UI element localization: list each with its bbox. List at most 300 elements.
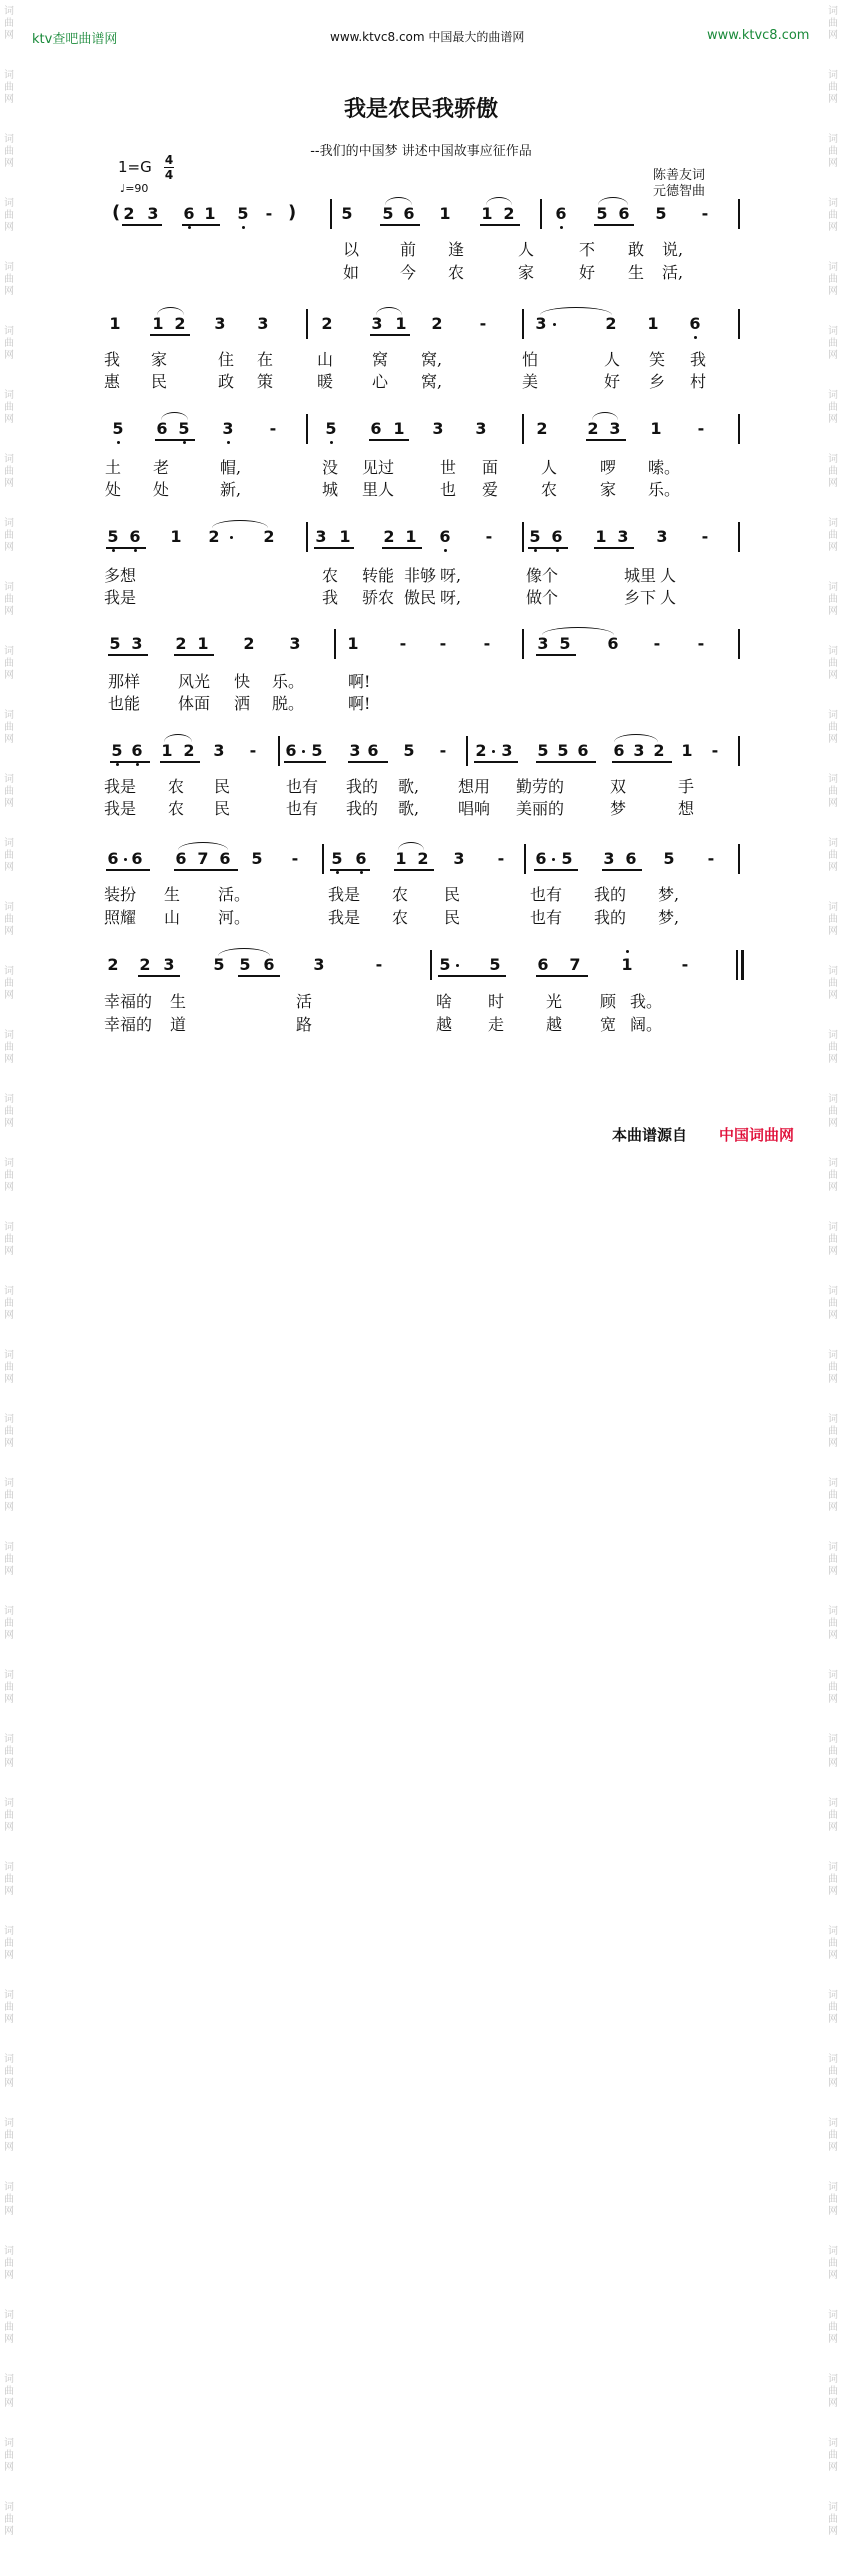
score-note: 1 <box>347 634 359 653</box>
score-note: 3 <box>371 314 383 333</box>
score-note: 2 <box>587 419 599 438</box>
score-note: 6 <box>689 314 701 333</box>
watermark-text: 词曲网 <box>828 2054 838 2089</box>
watermark-text: 词曲网 <box>4 390 14 425</box>
lyric-syllable: 人 <box>660 566 677 585</box>
lyric-syllable: 傲 <box>404 588 421 607</box>
lyric-syllable: 乐。 <box>272 672 305 691</box>
score-note: 5 <box>237 204 249 223</box>
lyric-syllable: 也有 <box>286 777 319 796</box>
watermark-text: 词曲网 <box>828 966 838 1001</box>
lyric-syllable: 我是 <box>328 885 361 904</box>
lyric-syllable: 宽 <box>600 1015 617 1034</box>
score-note: 5 <box>311 741 323 760</box>
lyric-syllable: 人 <box>660 588 677 607</box>
tie-arc <box>376 307 402 315</box>
score-note: 6 <box>555 204 567 223</box>
lyric-syllable: 嗦。 <box>648 458 681 477</box>
lyric-syllable: 洒 <box>234 694 251 713</box>
beam-underline <box>150 334 190 336</box>
lyric-syllable: 农 <box>392 885 409 904</box>
beam-underline <box>536 975 588 977</box>
watermark-text: 词曲网 <box>4 2502 14 2537</box>
score-note: 5 <box>178 419 190 438</box>
lyric-syllable: 城里 <box>624 566 657 585</box>
score-note: 6 <box>535 849 547 868</box>
lyric-syllable: 没 <box>322 458 339 477</box>
score-note: 5 <box>112 419 124 438</box>
score-note: 3 <box>313 955 325 974</box>
lyric-syllable: 唱响 <box>458 799 491 818</box>
lyric-syllable: 呀, <box>440 588 462 607</box>
octave-dot-low <box>534 549 537 552</box>
score-note: 6 <box>625 849 637 868</box>
bar-line <box>322 844 324 874</box>
lyric-syllable: 也有 <box>286 799 319 818</box>
bar-line <box>334 629 336 659</box>
watermark-text: 词曲网 <box>4 1478 14 1513</box>
score-note: 6 <box>219 849 231 868</box>
watermark-text: 词曲网 <box>4 966 14 1001</box>
lyric-syllable: 也有 <box>530 908 563 927</box>
lyric-syllable: 我是 <box>104 777 137 796</box>
lyric-syllable: 我的 <box>346 799 379 818</box>
lyric-syllable: 光 <box>546 992 563 1011</box>
watermark-text: 词曲网 <box>828 1542 838 1577</box>
score-note: 3 <box>257 314 269 333</box>
score-note: 2 <box>208 527 220 546</box>
score-note: 6 <box>607 634 619 653</box>
score-note: 6 <box>370 419 382 438</box>
score-dash: - <box>439 634 447 653</box>
watermark-text: 词曲网 <box>828 710 838 745</box>
lyric-syllable: 见过 <box>362 458 395 477</box>
score-note: 6 <box>618 204 630 223</box>
watermark-text: 词曲网 <box>4 6 14 41</box>
lyric-syllable: 啊! <box>348 694 371 713</box>
lyric-syllable: 风光 <box>178 672 211 691</box>
bar-line <box>738 309 740 339</box>
lyric-syllable: 也能 <box>108 694 141 713</box>
score-dash: - <box>265 204 273 223</box>
lyric-syllable: 政 <box>218 372 235 391</box>
lyric-syllable: 老 <box>153 458 170 477</box>
tie-arc <box>178 842 228 850</box>
beam-underline <box>182 224 220 226</box>
score-dash: - <box>697 634 705 653</box>
watermark-text: 词曲网 <box>828 1670 838 1705</box>
augmentation-dot <box>553 323 556 326</box>
tie-arc <box>486 197 512 205</box>
score-note: 5 <box>341 204 353 223</box>
score-note: 3 <box>537 634 549 653</box>
beam-underline <box>174 869 238 871</box>
watermark-text: 词曲网 <box>828 518 838 553</box>
footer-brand-link[interactable]: 中国词曲网 <box>719 1126 795 1144</box>
score-dash: - <box>701 204 709 223</box>
lyric-syllable: 越 <box>546 1015 563 1034</box>
lyric-syllable: 前 <box>400 240 417 259</box>
octave-dot-low <box>330 441 333 444</box>
lyric-syllable: 窝, <box>421 372 443 391</box>
tie-arc <box>385 197 412 205</box>
augmentation-dot <box>492 750 495 753</box>
score-dash: - <box>483 634 491 653</box>
bar-line <box>540 199 542 229</box>
score-note: 3 <box>315 527 327 546</box>
lyric-syllable: 民 <box>151 372 168 391</box>
lyric-syllable: 土 <box>105 458 122 477</box>
score-dash: - <box>653 634 661 653</box>
watermark-text: 词曲网 <box>828 326 838 361</box>
beam-underline <box>536 761 596 763</box>
lyric-syllable: 幸福的 <box>104 992 153 1011</box>
bar-line <box>738 629 740 659</box>
lyric-syllable: 我 <box>104 350 121 369</box>
lyric-syllable: 农 <box>168 799 185 818</box>
lyric-syllable: 家 <box>151 350 168 369</box>
score-note: 3 <box>603 849 615 868</box>
lyric-syllable: 在 <box>257 350 274 369</box>
score-note: 6 <box>613 741 625 760</box>
watermark-text: 词曲网 <box>828 2118 838 2153</box>
score-dash: - <box>269 419 277 438</box>
score-note: 6 <box>129 527 141 546</box>
score-note: 6 <box>175 849 187 868</box>
octave-dot-low <box>560 226 563 229</box>
lyric-syllable: 快 <box>234 672 251 691</box>
score-dash: - <box>701 527 709 546</box>
watermark-text: 词曲网 <box>4 1926 14 1961</box>
tie-arc <box>542 627 614 635</box>
augmentation-dot <box>230 536 233 539</box>
beam-underline <box>370 334 410 336</box>
watermark-text: 词曲网 <box>4 902 14 937</box>
score-note: 1 <box>439 204 451 223</box>
lyric-syllable: 农 <box>322 566 339 585</box>
octave-dot-high <box>626 950 629 953</box>
score-note: 2 <box>107 955 119 974</box>
score-note: 2 <box>243 634 255 653</box>
lyric-syllable: 活。 <box>218 885 251 904</box>
lyric-syllable: 人 <box>604 350 621 369</box>
watermark-text: 词曲网 <box>828 582 838 617</box>
lyric-syllable: 民 <box>420 588 437 607</box>
score-note: 6 <box>131 849 143 868</box>
lyric-syllable: 家 <box>600 480 617 499</box>
lyric-syllable: 乡下 <box>624 588 657 607</box>
score-note: 2 <box>536 419 548 438</box>
watermark-text: 词曲网 <box>4 518 14 553</box>
watermark-text: 词曲网 <box>4 1030 14 1065</box>
score-note: 3 <box>475 419 487 438</box>
score-note: 3 <box>349 741 361 760</box>
watermark-text: 词曲网 <box>828 2310 838 2345</box>
lyric-syllable: 处 <box>105 480 122 499</box>
octave-dot-low <box>183 441 186 444</box>
score-note: 1 <box>109 314 121 333</box>
watermark-text: 词曲网 <box>4 1734 14 1769</box>
score-note: 6 <box>285 741 297 760</box>
tie-arc <box>161 412 188 420</box>
tie-arc <box>598 197 628 205</box>
watermark-text: 词曲网 <box>828 198 838 233</box>
right-watermark-strip <box>826 0 840 2537</box>
time-signature-top: 4 <box>164 153 174 167</box>
octave-dot-low <box>112 549 115 552</box>
watermark-text: 词曲网 <box>828 2374 838 2409</box>
song-title: 我是农民我骄傲 <box>343 96 498 122</box>
watermark-text: 词曲网 <box>4 1414 14 1449</box>
score-note: 6 <box>537 955 549 974</box>
score-note: 1 <box>161 741 173 760</box>
score-note: 5 <box>251 849 263 868</box>
lyric-syllable: 说, <box>662 240 684 259</box>
watermark-text: 词曲网 <box>4 2310 14 2345</box>
score-note: 5 <box>403 741 415 760</box>
score-note: 1 <box>647 314 659 333</box>
final-bar-line <box>741 950 744 980</box>
watermark-text: 词曲网 <box>4 2182 14 2217</box>
score-note: 5 <box>489 955 501 974</box>
lyric-syllable: 装扮 <box>104 885 137 904</box>
watermark-text: 词曲网 <box>828 262 838 297</box>
lyric-syllable: 我的 <box>594 908 627 927</box>
bar-line <box>466 736 468 766</box>
lyric-syllable: 手 <box>678 777 695 796</box>
beam-underline <box>394 869 434 871</box>
bar-line <box>306 309 308 339</box>
lyric-syllable: 村 <box>690 372 707 391</box>
score-note: 5 <box>663 849 675 868</box>
score-note: 5 <box>557 741 569 760</box>
bar-line <box>738 736 740 766</box>
beam-underline <box>330 869 370 871</box>
score-note: 1 <box>204 204 216 223</box>
lyric-syllable: 不 <box>579 240 596 259</box>
watermark-text: 词曲网 <box>4 838 14 873</box>
lyric-syllable: 越 <box>436 1015 453 1034</box>
bar-line <box>522 414 524 444</box>
score-dash: - <box>697 419 705 438</box>
score-note: 5 <box>239 955 251 974</box>
header-center-site[interactable]: www.ktvc8.com 中国最大的曲谱网 <box>330 30 525 44</box>
watermark-text: 词曲网 <box>4 134 14 169</box>
score-dash: - <box>249 741 257 760</box>
watermark-text: 词曲网 <box>828 902 838 937</box>
watermark-text: 词曲网 <box>828 1094 838 1129</box>
beam-underline <box>106 869 150 871</box>
score-note: 6 <box>107 849 119 868</box>
lyric-syllable: 敢 <box>628 240 645 259</box>
lyric-syllable: 生 <box>170 992 187 1011</box>
score-note: 1 <box>621 955 633 974</box>
lyric-syllable: 农 <box>378 588 395 607</box>
score-note: 1 <box>481 204 493 223</box>
score-note: 1 <box>395 849 407 868</box>
lyric-syllable: 新, <box>220 480 242 499</box>
score-note: 1 <box>152 314 164 333</box>
watermark-text: 词曲网 <box>828 2502 838 2537</box>
lyric-syllable: 山 <box>164 908 181 927</box>
footer-source-label: 本曲谱源自 <box>612 1126 688 1144</box>
tie-arc <box>157 307 184 315</box>
octave-dot-low <box>360 871 363 874</box>
score-note: 3 <box>617 527 629 546</box>
beam-underline <box>438 975 506 977</box>
score-note: 1 <box>681 741 693 760</box>
score-paren: ) <box>288 202 297 223</box>
lyric-syllable: 啊! <box>348 672 371 691</box>
lyric-syllable: 我是 <box>328 908 361 927</box>
score-dash: - <box>399 634 407 653</box>
lyric-syllable: 路 <box>296 1015 313 1034</box>
composer-credit: 元德智曲 <box>653 184 706 199</box>
tempo-marking: ♩=90 <box>120 182 149 195</box>
augmentation-dot <box>302 750 305 753</box>
lyric-syllable: 也有 <box>530 885 563 904</box>
song-subtitle: --我们的中国梦 讲述中国故事应征作品 <box>310 144 532 159</box>
lyric-syllable: 我的 <box>346 777 379 796</box>
score-paren: ( <box>112 202 121 223</box>
beam-underline <box>612 761 672 763</box>
watermark-text: 词曲网 <box>4 2118 14 2153</box>
beam-underline <box>238 975 280 977</box>
augmentation-dot <box>456 964 459 967</box>
header-right-site[interactable]: www.ktvc8.com <box>707 28 810 43</box>
score-note: 5 <box>559 634 571 653</box>
beam-underline <box>155 439 195 441</box>
lyric-syllable: 道 <box>170 1015 187 1034</box>
score-note: 3 <box>432 419 444 438</box>
octave-dot-low <box>227 441 230 444</box>
lyric-syllable: 多想 <box>104 566 137 585</box>
score-note: 2 <box>605 314 617 333</box>
score-note: 2 <box>174 314 186 333</box>
lyric-syllable: 怕 <box>522 350 539 369</box>
watermark-text: 词曲网 <box>828 1030 838 1065</box>
octave-dot-low <box>694 336 697 339</box>
lyric-syllable: 好 <box>604 372 621 391</box>
lyric-syllable: 人 <box>541 458 558 477</box>
lyric-syllable: 够 <box>420 566 437 585</box>
watermark-text: 词曲网 <box>828 1286 838 1321</box>
watermark-text: 词曲网 <box>4 582 14 617</box>
beam-underline <box>594 547 634 549</box>
score-note: 6 <box>355 849 367 868</box>
octave-dot-low <box>116 763 119 766</box>
watermark-text: 词曲网 <box>4 710 14 745</box>
tie-arc <box>212 520 268 528</box>
bar-line <box>738 199 740 229</box>
watermark-text: 词曲网 <box>4 198 14 233</box>
lyric-syllable: 以 <box>343 240 360 259</box>
score-dash: - <box>497 849 505 868</box>
lyric-syllable: 农 <box>541 480 558 499</box>
watermark-text: 词曲网 <box>828 1990 838 2025</box>
score-note: 2 <box>321 314 333 333</box>
score-note: 5 <box>382 204 394 223</box>
lyric-syllable: 歌, <box>398 777 420 796</box>
lyric-syllable: 惠 <box>104 372 121 391</box>
lyric-syllable: 梦 <box>610 799 627 818</box>
watermark-text: 词曲网 <box>828 2246 838 2281</box>
lyric-syllable: 我是 <box>104 799 137 818</box>
lyric-syllable: 帽, <box>220 458 242 477</box>
watermark-text: 词曲网 <box>4 2438 14 2473</box>
lyric-syllable: 生 <box>628 263 645 282</box>
beam-underline <box>474 761 518 763</box>
score-note: 2 <box>123 204 135 223</box>
augmentation-dot <box>124 858 127 861</box>
octave-dot-low <box>117 441 120 444</box>
score-note: 3 <box>222 419 234 438</box>
watermark-text: 词曲网 <box>4 2374 14 2409</box>
score-note: 3 <box>633 741 645 760</box>
score-note: 2 <box>653 741 665 760</box>
beam-underline <box>534 869 578 871</box>
score-note: 5 <box>331 849 343 868</box>
beam-underline <box>138 975 180 977</box>
beam-underline <box>314 547 354 549</box>
watermark-text: 词曲网 <box>828 390 838 425</box>
beam-underline <box>528 547 568 549</box>
beam-underline <box>369 439 409 441</box>
score-note: 6 <box>403 204 415 223</box>
bar-line <box>522 629 524 659</box>
score-note: 3 <box>453 849 465 868</box>
lyric-syllable: 也 <box>440 480 457 499</box>
score-note: 3 <box>213 741 225 760</box>
beam-underline <box>602 869 642 871</box>
lyric-syllable: 城 <box>322 480 339 499</box>
watermark-text: 词曲网 <box>4 1094 14 1129</box>
beam-underline <box>586 439 626 441</box>
bar-line <box>306 522 308 552</box>
bar-line <box>738 522 740 552</box>
score-note: 3 <box>214 314 226 333</box>
bar-line <box>738 414 740 444</box>
lyric-syllable: 骄 <box>362 588 379 607</box>
score-note: 2 <box>383 527 395 546</box>
header-left-site[interactable]: ktv查吧曲谱网 <box>32 32 118 47</box>
lyric-syllable: 山 <box>317 350 334 369</box>
bar-line <box>306 414 308 444</box>
lyric-syllable: 阔。 <box>630 1015 663 1034</box>
score-dash: - <box>485 527 493 546</box>
score-note: 3 <box>147 204 159 223</box>
watermark-text: 词曲网 <box>4 1286 14 1321</box>
lyric-syllable: 策 <box>257 372 274 391</box>
score-note: 1 <box>393 419 405 438</box>
score-note: 5 <box>596 204 608 223</box>
lyric-syllable: 啰 <box>600 458 617 477</box>
lyric-syllable: 生 <box>164 885 181 904</box>
watermark-text: 词曲网 <box>828 1734 838 1769</box>
watermark-text: 词曲网 <box>4 262 14 297</box>
augmentation-dot <box>552 858 555 861</box>
octave-dot-low <box>188 226 191 229</box>
score-note: 6 <box>263 955 275 974</box>
lyric-syllable: 活, <box>662 263 684 282</box>
lyric-syllable: 像个 <box>526 566 559 585</box>
score-note: 1 <box>170 527 182 546</box>
beam-underline <box>480 224 520 226</box>
score-note: 2 <box>139 955 151 974</box>
score-note: 5 <box>107 527 119 546</box>
octave-dot-low <box>136 763 139 766</box>
score-note: 6 <box>439 527 451 546</box>
